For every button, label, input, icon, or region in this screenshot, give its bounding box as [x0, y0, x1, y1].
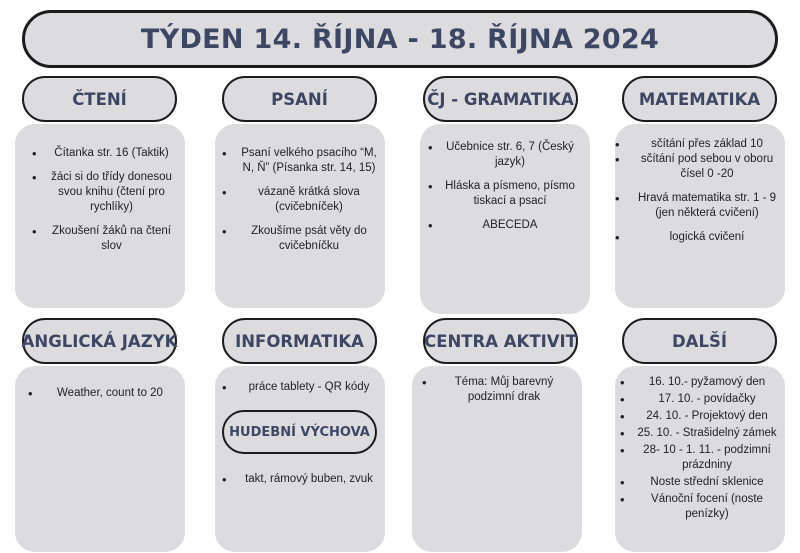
other-list: [620, 375, 780, 524]
list-item: • ABECEDA: [428, 218, 578, 233]
list-item: • logická cvičení: [615, 230, 785, 245]
activity-centers-list: [422, 375, 572, 414]
list-item: • Čítanka str. 16 (Taktik): [32, 146, 177, 161]
list-item: • žáci si do třídy donesou svou knihu (čtení pro rychlíky): [32, 170, 177, 215]
activity-centers-heading: CENTRA AKTIVIT: [423, 318, 578, 364]
music-heading: HUDEBNÍ VÝCHOVA: [222, 410, 377, 454]
list-item: • Weather, count to 20: [28, 386, 178, 401]
english-heading: ANGLICKÁ JAZYK: [22, 318, 177, 364]
music-list: [222, 472, 382, 496]
list-item: • Hláska a písmeno, písmo tiskací a psací: [428, 179, 578, 209]
week-title-banner: [22, 10, 778, 68]
list-item: • Hravá matematika str. 1 - 9 (jen některá cvičení): [615, 191, 785, 221]
list-item: • 17. 10. - povídačky: [620, 392, 780, 407]
list-item: • sčítání pod sebou v oboru čísel 0 -20: [615, 152, 785, 182]
week-title: TÝDEN 14. ŘÍJNA - 18. ŘÍJNA 2024: [140, 23, 660, 55]
list-item: • práce tablety - QR kódy: [222, 380, 382, 395]
writing-list: [222, 146, 382, 263]
list-item: • sčítání přes základ 10: [615, 137, 785, 152]
writing-heading: PSANÍ: [222, 76, 377, 122]
list-item: • 24. 10. - Projektový den: [620, 409, 780, 424]
list-item: • Zkoušíme psát věty do cvičebníčku: [222, 224, 382, 254]
grammar-heading: ČJ - GRAMATIKA: [423, 76, 578, 122]
informatics-list: [222, 380, 382, 404]
list-item: • Zkoušení žáků na čtení slov: [32, 224, 177, 254]
list-item: • vázaně krátká slova (cvičebníček): [222, 185, 382, 215]
list-item: • Noste střední sklenice: [620, 475, 780, 490]
list-item: • Psaní velkého psacího “M, N, Ň” (Písanka str. 14, 15): [222, 146, 382, 176]
other-heading: DALŠÍ: [622, 318, 777, 364]
grammar-list: [428, 140, 578, 242]
math-heading: MATEMATIKA: [622, 76, 777, 122]
math-list: [615, 137, 785, 254]
list-item: • Učebnice str. 6, 7 (Český jazyk): [428, 140, 578, 170]
reading-list: [32, 146, 177, 263]
informatics-heading: INFORMATIKA: [222, 318, 377, 364]
reading-heading: ČTENÍ: [22, 76, 177, 122]
list-item: • 28- 10 - 1. 11. - podzimní prázdniny: [620, 443, 780, 473]
list-item: • 16. 10.- pyžamový den: [620, 375, 780, 390]
list-item: • takt, rámový buben, zvuk: [222, 472, 382, 487]
list-item: • Téma: Můj barevný podzimní drak: [422, 375, 572, 405]
list-item: • 25. 10. - Strašidelný zámek: [620, 426, 780, 441]
list-item: • Vánoční focení (noste penízky): [620, 492, 780, 522]
english-list: [28, 386, 178, 410]
